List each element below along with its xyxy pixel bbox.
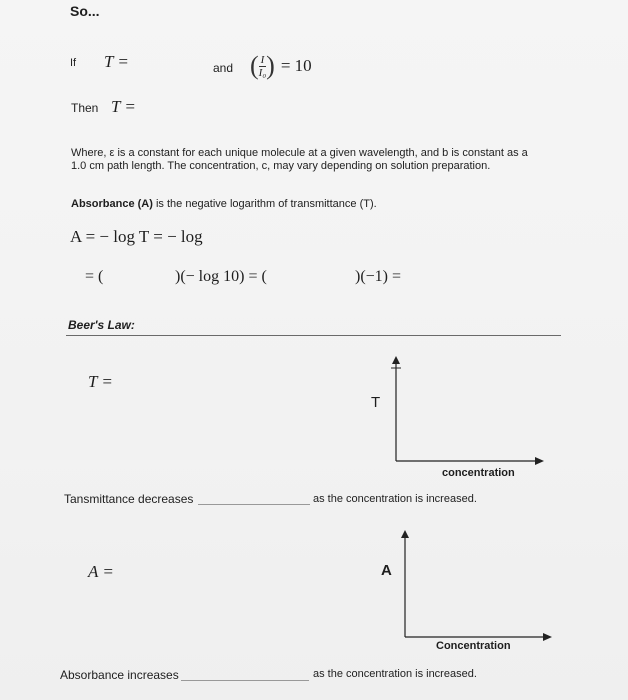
transmittance-statement-tail: as the concentration is increased. [313, 493, 477, 505]
beers-a-equation: A = [88, 562, 114, 581]
graph1-x-label: concentration [442, 467, 515, 479]
then-t-equation: T = [111, 97, 136, 116]
if-label: If [70, 57, 77, 69]
graph1-y-arrow [392, 356, 400, 364]
graph2-x-arrow [543, 633, 552, 641]
graph2-axes [401, 530, 552, 641]
graph1-axes [391, 356, 544, 465]
where-line-2: 1.0 cm path length. The concentration, c, may vary depending on solution preparation. [71, 160, 491, 172]
ratio-equals-ten: = 10 [280, 56, 312, 75]
graph2-x-label: Concentration [436, 640, 511, 652]
left-paren: ( [250, 51, 259, 80]
absorbance-definition-rest: is the negative logarithm of transmittance (T). [152, 198, 377, 210]
derivation-start: = ( [85, 268, 104, 285]
given-t-equation: T = [104, 52, 129, 71]
right-paren: ) [266, 51, 275, 80]
heading-so: So... [70, 3, 100, 19]
beers-t-equation: T = [88, 372, 113, 391]
graph1-y-label: T [371, 394, 381, 411]
ratio-denominator: I₀ [258, 66, 267, 79]
absorbance-symbol: (A) [137, 198, 153, 210]
and-label: and [213, 61, 234, 75]
where-line-1: Where, ε is a constant for each unique molecule at a given wavelength, and b is constant as a [71, 147, 528, 159]
derivation-end: )(−1) = [355, 268, 402, 285]
absorbance-statement-tail: as the concentration is increased. [313, 668, 477, 680]
absorbance-equation: A = − log T = − log [70, 227, 203, 246]
absorbance-term: Absorbance [71, 198, 135, 210]
absorbance-statement: Absorbance increases [60, 668, 179, 682]
graph2-y-label: A [381, 562, 392, 579]
derivation-middle: )(− log 10) = ( [175, 268, 267, 285]
ratio-numerator: I [260, 53, 265, 66]
beers-law-title: Beer's Law: [68, 318, 135, 332]
then-label: Then [71, 101, 99, 115]
graph2-y-arrow [401, 530, 409, 538]
graph1-x-arrow [535, 457, 544, 465]
transmittance-statement: Tansmittance decreases [64, 492, 194, 506]
